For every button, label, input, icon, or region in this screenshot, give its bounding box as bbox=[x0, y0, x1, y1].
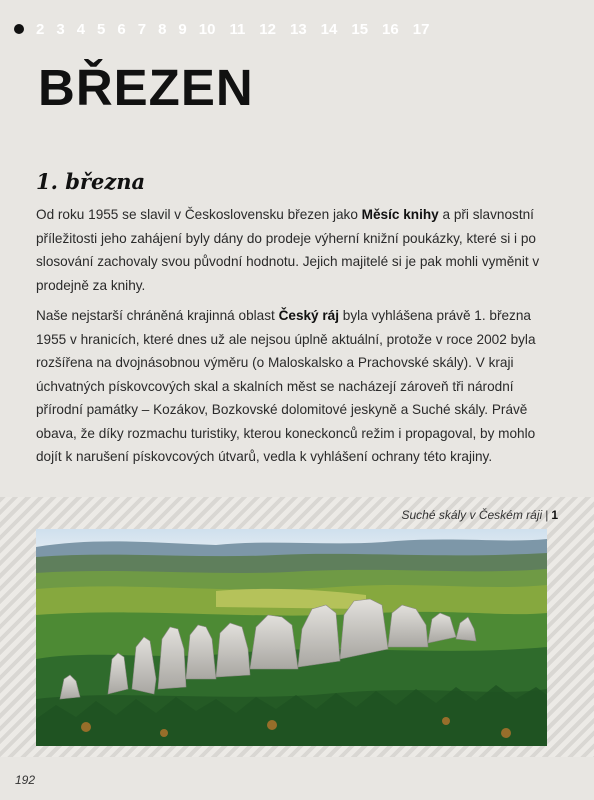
day-link[interactable]: 6 bbox=[117, 20, 126, 38]
day-link[interactable]: 3 bbox=[56, 20, 65, 38]
landscape-photo bbox=[36, 529, 547, 746]
figure-band bbox=[0, 497, 594, 757]
rock-landscape-illustration bbox=[36, 529, 547, 746]
day-link[interactable]: 15 bbox=[351, 20, 369, 38]
day-link[interactable]: 13 bbox=[289, 20, 307, 38]
paragraph bbox=[36, 304, 554, 469]
paragraph-text: byla vyhlášena právě 1. března 1955 v hranicích, které dnes už ale nejsou úplně aktuální, protože v roce 2002 byla rozšířena na dvojnásobnou výměru (o Maloskalsko a Prachovské skály). V kraji úchvatných pískovcových skal a skalních měst se nacházejí zároveň tři národní přírodní památky – Kozákov, Bozkovské dolomitové jeskyně a Suché skály. Právě obava, že díky rozmachu turistiky, kterou koneckonců režim i propagoval, by mohlo dojít k narušení pískovcových útvarů, vedla k vyhlášení ochrany této krajiny. bbox=[36, 308, 536, 464]
bold-term: Český ráj bbox=[278, 308, 340, 323]
day-link[interactable]: 11 bbox=[229, 20, 246, 38]
paragraph-text: a při slavnostní příležitosti jeho zahájení byly dány do prodeje výherní knižní poukázky, které si i po slosování zachovaly svou původní hodnotu. Jejich majitelé si je pak mohli vyměnit v prodejně za knihy. bbox=[36, 207, 540, 293]
day-link[interactable]: 4 bbox=[76, 20, 86, 38]
section-heading: 1. března bbox=[36, 169, 146, 194]
month-title: BŘEZEN bbox=[38, 59, 254, 116]
article-body bbox=[36, 203, 554, 476]
day-link[interactable]: 9 bbox=[178, 20, 187, 38]
day-link[interactable]: 10 bbox=[198, 20, 216, 38]
day-link[interactable]: 17 bbox=[412, 20, 430, 38]
paragraph bbox=[36, 203, 554, 297]
caption-separator: | bbox=[545, 508, 549, 522]
bold-term: Měsíc knihy bbox=[361, 207, 439, 222]
day-link[interactable]: 8 bbox=[158, 20, 167, 38]
figure-caption bbox=[401, 508, 558, 522]
day-link[interactable]: 14 bbox=[320, 20, 338, 38]
day-link[interactable]: 5 bbox=[97, 20, 106, 38]
paragraph-text: Naše nejstarší chráněná krajinná oblast bbox=[36, 308, 279, 323]
day-link[interactable]: 12 bbox=[259, 20, 276, 38]
day-link[interactable]: 2 bbox=[36, 20, 45, 38]
figure-number: 1 bbox=[551, 508, 558, 522]
page-number: 192 bbox=[15, 773, 36, 787]
paragraph-text: Od roku 1955 se slavil v Československu březen jako bbox=[36, 207, 362, 222]
current-day-indicator bbox=[14, 24, 24, 34]
day-navigation bbox=[14, 18, 429, 40]
caption-text: Suché skály v Českém ráji bbox=[401, 508, 543, 522]
day-number-list bbox=[36, 21, 429, 38]
day-link[interactable]: 7 bbox=[137, 20, 147, 38]
day-link[interactable]: 16 bbox=[382, 20, 399, 38]
